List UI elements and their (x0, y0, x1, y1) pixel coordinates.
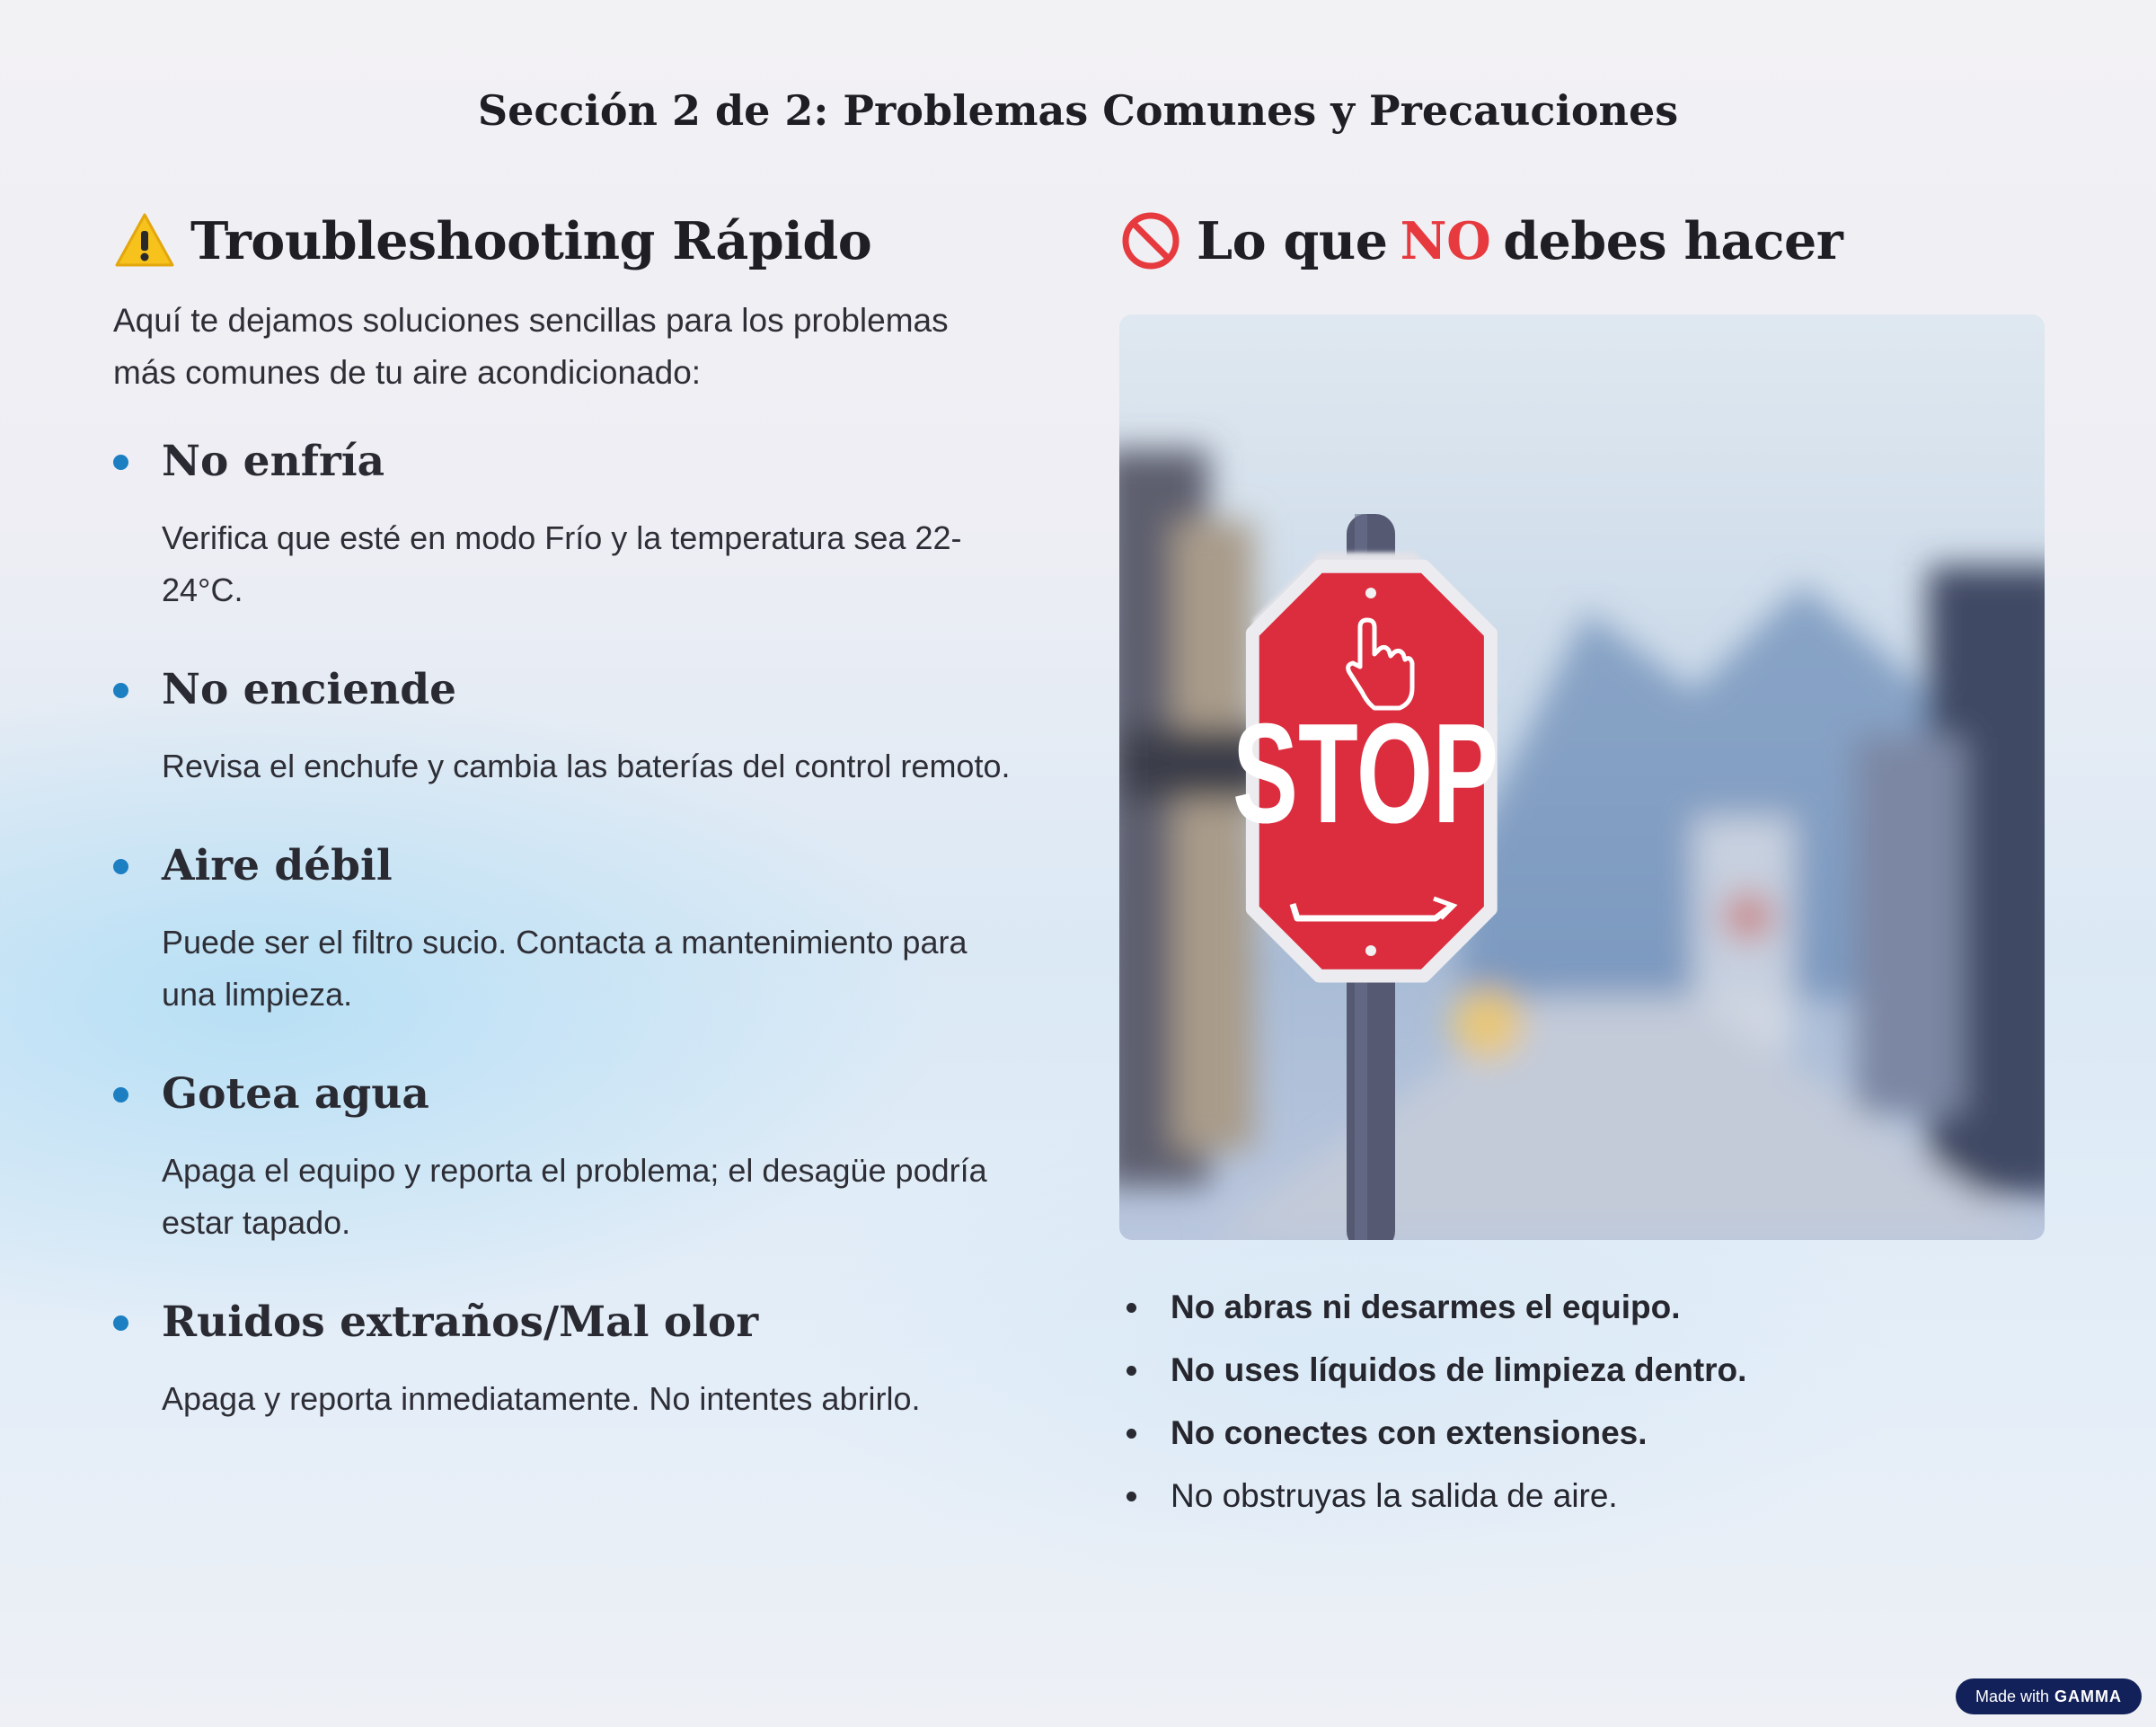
issue-description: Revisa el enchufe y cambia las baterías del control remoto. (162, 748, 1011, 784)
issue-item (113, 1296, 1021, 1425)
donts-section (1119, 205, 2045, 1528)
donts-heading-emphasis: NO (1400, 210, 1491, 271)
issue-description: Apaga el equipo y reporta el problema; el desagüe podría estar tapado. (162, 1152, 987, 1241)
troubleshooting-intro: Aquí te dejamos soluciones sencillas para los problemas más comunes de tu aire acondicionado: (113, 302, 949, 391)
donts-heading (1119, 205, 2045, 277)
prohibited-icon (1119, 209, 1182, 272)
issue-description: Apaga y reporta inmediatamente. No intentes abrirlo. (162, 1380, 921, 1417)
bullet-dot (113, 1087, 128, 1103)
bullet-dot (113, 1315, 128, 1331)
bullet-dot (113, 455, 128, 470)
donts-heading-before: Lo que (1197, 210, 1388, 271)
issue-item (113, 435, 1021, 616)
issue-title: Aire débil (162, 841, 393, 890)
issue-title: Gotea agua (162, 1069, 429, 1119)
badge-prefix: Made with (1975, 1687, 2049, 1705)
troubleshooting-heading-text: Troubleshooting Rápido (190, 210, 872, 271)
issue-title: Ruidos extraños/Mal olor (162, 1297, 759, 1347)
bullet-dot (113, 859, 128, 874)
bullet-dot (113, 683, 128, 698)
list-item: No abras ni desarmes el equipo. (1119, 1276, 2045, 1339)
donts-heading-after: debes hacer (1503, 210, 1843, 271)
stop-sign-text: STOP (1233, 695, 1498, 853)
section-title: Sección 2 de 2: Problemas Comunes y Precauciones (477, 86, 1679, 135)
warning-icon (113, 209, 176, 272)
issue-item (113, 839, 1021, 1021)
issue-item (113, 1067, 1021, 1249)
issue-title: No enciende (162, 665, 457, 714)
troubleshooting-heading (113, 205, 1021, 277)
issue-item (113, 663, 1021, 793)
issue-description: Verifica que esté en modo Frío y la temperatura sea 22-24°C. (162, 519, 962, 608)
gamma-logo: GAMMA (2054, 1687, 2122, 1705)
list-item: No obstruyas la salida de aire. (1119, 1465, 2045, 1528)
troubleshooting-section (113, 205, 1021, 1425)
issue-description: Puede ser el filtro sucio. Contacta a mantenimiento para una limpieza. (162, 924, 968, 1013)
made-with-gamma-badge[interactable] (1956, 1678, 2142, 1714)
list-item: No conectes con extensiones. (1119, 1402, 2045, 1465)
stop-sign-image (1119, 314, 2045, 1240)
list-item: No uses líquidos de limpieza dentro. (1119, 1339, 2045, 1402)
donts-list (1119, 1276, 2045, 1528)
issue-title: No enfría (162, 437, 385, 486)
